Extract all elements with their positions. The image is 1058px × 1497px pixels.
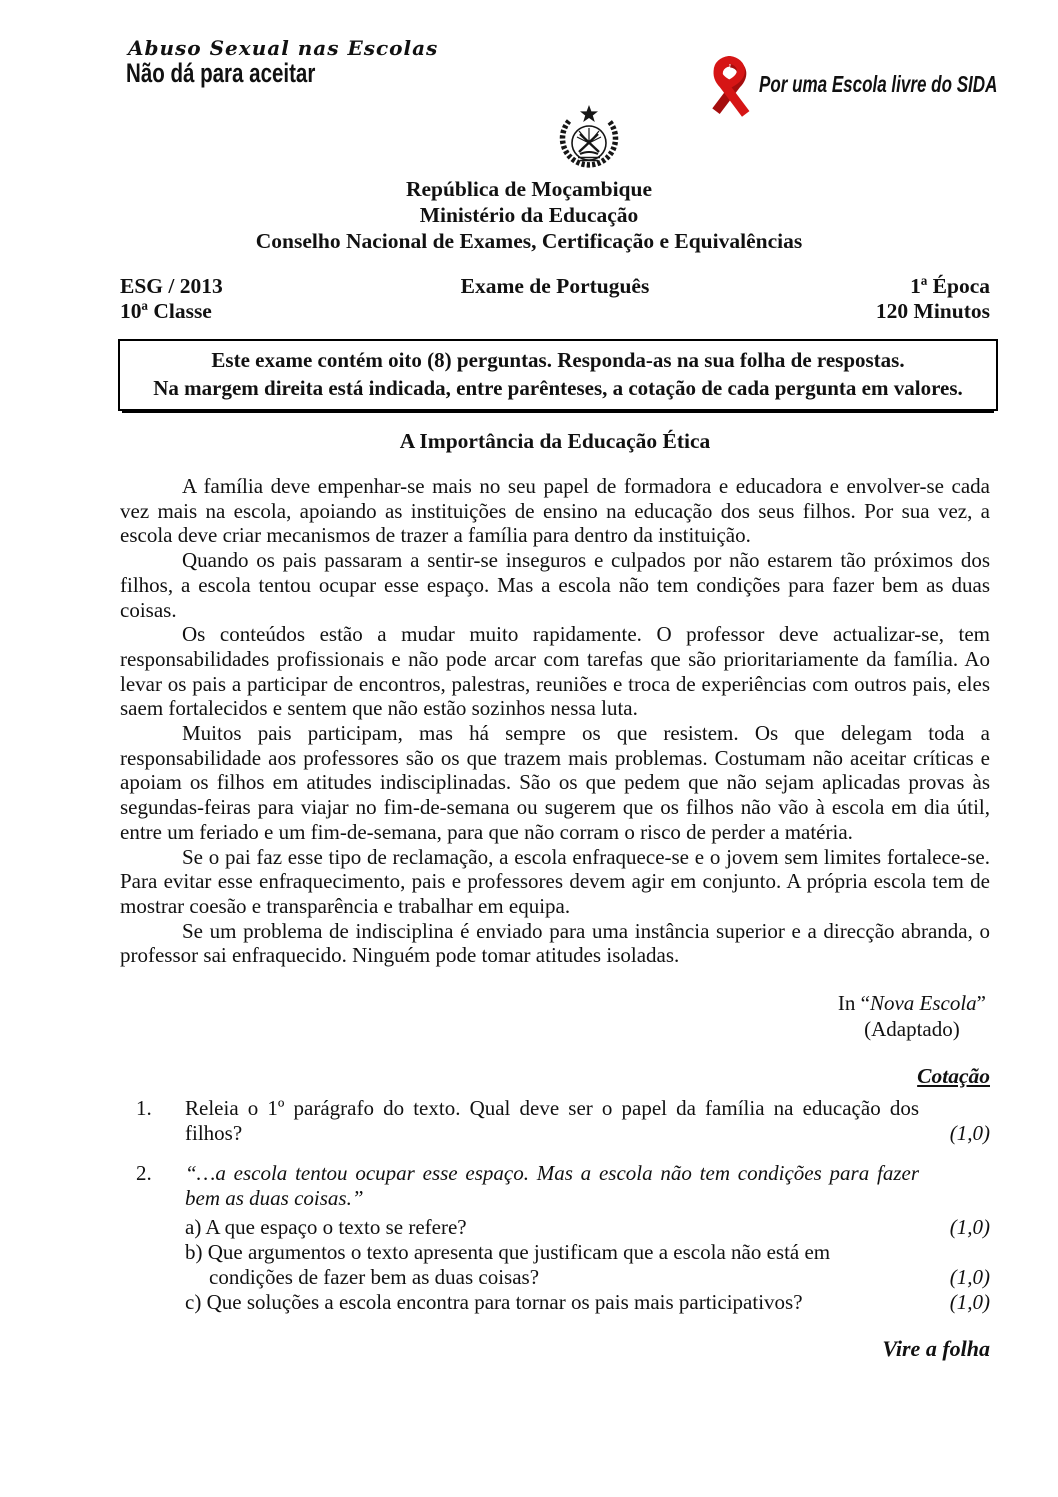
instructions-line-1: Este exame contém oito (8) perguntas. Responda-as na sua folha de respostas.	[211, 348, 905, 372]
instructions-line-2: Na margem direita está indicada, entre parênteses, a cotação de cada pergunta em valores.	[153, 376, 963, 400]
campaign-slogan-bold: Não dá para aceitar	[126, 58, 316, 88]
question-2a-cotacao: (1,0)	[949, 1215, 990, 1240]
question-1	[120, 1096, 990, 1146]
question-1-text: Releia o 1º parágrafo do texto. Qual deve ser o papel da família na educação dos filhos?	[185, 1096, 919, 1146]
question-2a-text	[185, 1215, 875, 1240]
question-2b-label: b)	[185, 1240, 203, 1265]
question-2c-label: c)	[185, 1290, 202, 1315]
exam-epoch: 1ª Época	[910, 274, 990, 298]
reading-paragraph-6: Se um problema de indisciplina é enviado para uma instância superior e a direcção abranda, o professor sai enfraquecido. Ninguém pode tomar atitudes isoladas.	[120, 918, 990, 968]
republic-line: República de Moçambique	[405, 177, 653, 201]
question-2-number: 2.	[136, 1161, 152, 1186]
source-prefix: In “	[837, 991, 870, 1016]
text-source	[838, 990, 990, 1042]
exam-subject: Exame de Português	[460, 274, 650, 298]
mozambique-emblem-icon	[556, 104, 622, 172]
question-2c-text	[185, 1290, 875, 1315]
question-2c-cotacao: (1,0)	[949, 1290, 990, 1315]
government-header	[0, 176, 1058, 254]
main-column	[120, 274, 990, 1362]
exam-grade: 10ª Classe	[120, 299, 212, 323]
question-2a-label: a)	[185, 1215, 202, 1240]
question-2-quote-row	[120, 1161, 990, 1211]
question-2c-body: Que soluções a escola encontra para tornar os pais mais participativos?	[206, 1290, 803, 1315]
instructions-box	[118, 339, 998, 411]
question-2b-body: Que argumentos o texto apresenta que justificam que a escola não está em condições de fazer bem as duas coisas?	[207, 1240, 831, 1290]
campaign-slogan-script: Abuso Sexual nas Escolas	[128, 36, 439, 60]
question-2	[120, 1161, 990, 1315]
source-suffix: ”	[976, 991, 986, 1016]
ribbon-slogan: Por uma Escola livre do SIDA	[759, 71, 998, 97]
question-2b	[120, 1240, 990, 1290]
source-name: Nova Escola	[869, 991, 977, 1016]
question-2b-text	[185, 1240, 875, 1290]
question-1-number: 1.	[136, 1096, 152, 1121]
questions-section	[120, 1096, 990, 1315]
reading-paragraph-3: Os conteúdos estão a mudar muito rapidamente. O professor deve actualizar-se, tem responsabilidades profissionais e não pode arcar com tarefas que são prioritariamente da família. Ao levar os pais a participar de encontros, palestras, reuniões e troca de experiências com outros pais, eles saem fortalecidos e sentem que não estão sozinhos nessa luta.	[120, 622, 990, 721]
question-2a-body: A que espaço o texto se refere?	[205, 1215, 467, 1240]
reading-paragraph-2: Quando os pais passaram a sentir-se inseguros e culpados por não estarem tão próximos dos filhos, a escola tentou ocupar esse espaço. Mas a escola não tem condições para fazer bem as duas coisas.	[120, 548, 990, 622]
reading-paragraph-1: A família deve empenhar-se mais no seu papel de formadora e educadora e envolver-se cada vez mais na escola, apoiando as instituições de ensino na educação dos seus filhos. Por sua vez, a escola deve criar mecanismos de trazer a família para dentro da instituição.	[120, 474, 990, 548]
source-adapted: (Adaptado)	[864, 1017, 960, 1042]
ministry-line: Ministério da Educação	[419, 203, 639, 227]
cotacao-header: Cotação	[917, 1064, 990, 1089]
question-2-quote: “…a escola tentou ocupar esse espaço. Mas a escola não tem condições para fazer bem as duas coisas.”	[185, 1161, 919, 1211]
reading-title: A Importância da Educação Ética	[399, 429, 711, 453]
aids-campaign-banner	[703, 56, 1058, 118]
reading-text	[120, 474, 990, 968]
source-line	[838, 990, 986, 1016]
council-line: Conselho Nacional de Exames, Certificação e Equivalências	[255, 229, 803, 253]
top-banner	[0, 0, 1058, 172]
exam-meta	[120, 274, 990, 324]
question-2c	[120, 1290, 990, 1315]
exam-duration: 120 Minutos	[875, 299, 990, 323]
reading-paragraph-5: Se o pai faz esse tipo de reclamação, a escola enfraquece-se e o jovem sem limites fortalece-se. Para evitar esse enfraquecimento, pais e professores devem agir em conjunto. A própria escola tem de mostrar coesão e transparência e trabalhar em equipa.	[120, 844, 990, 918]
question-2a	[120, 1215, 990, 1240]
question-2b-cotacao: (1,0)	[949, 1265, 990, 1290]
aids-ribbon-icon	[703, 56, 755, 118]
turn-page-note: Vire a folha	[882, 1336, 990, 1362]
exam-level-year: ESG / 2013	[120, 274, 223, 298]
question-1-cotacao: (1,0)	[949, 1121, 990, 1146]
reading-paragraph-4: Muitos pais participam, mas há sempre os que resistem. Os que delegam toda a responsabilidade aos professores são os que trazem mais problemas. Costumam não aceitar críticas e apoiam os filhos em atitudes indisciplinadas. São os que pedem que não sejam aplicadas provas às segundas-feiras para viajar no fim-de-semana ou sugerem que os filhos não vão à escola em dia útil, entre um feriado e um fim-de-semana, para que não corram o risco de perder a matéria.	[120, 721, 990, 844]
